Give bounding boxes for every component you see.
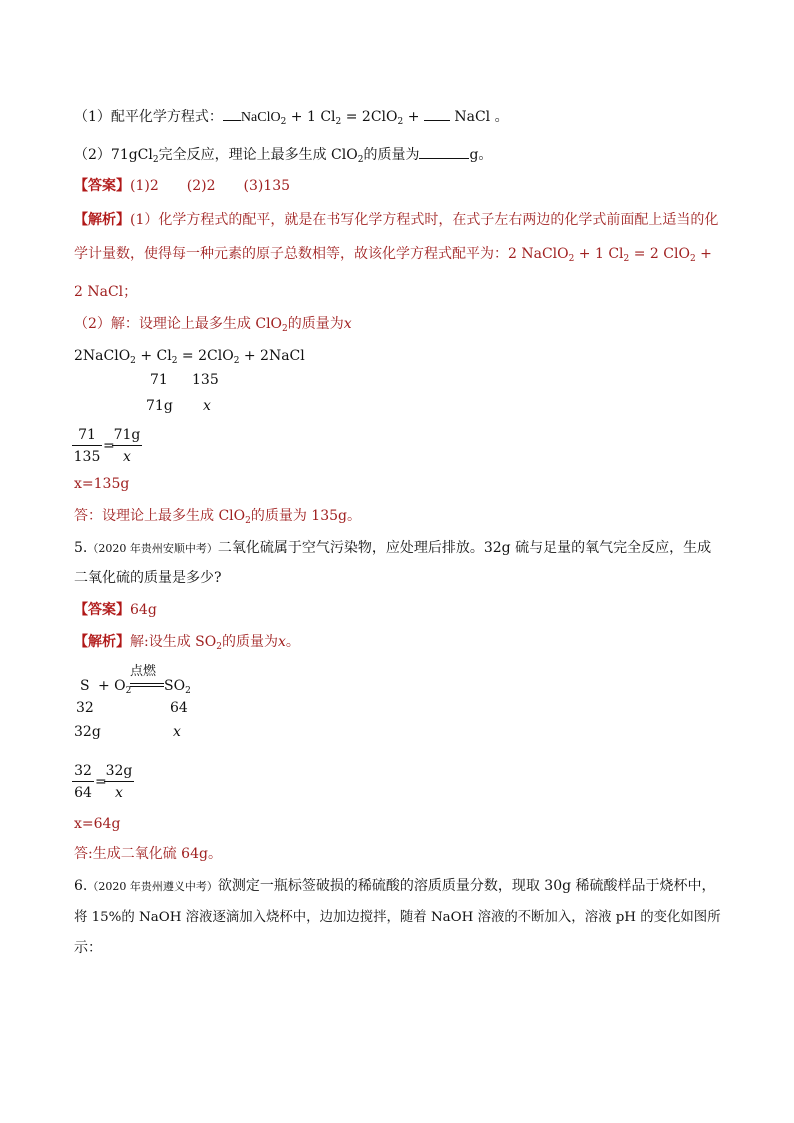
analysis-line-1 — [74, 210, 718, 230]
formula-clo2: = 2 ClO — [629, 246, 690, 262]
relative-mass-s: 32 — [76, 700, 94, 716]
question-text: 二氧化硫属于空气污染物，应处理后排放。32g 硫与足量的氧气完全反应，生成 — [217, 540, 712, 556]
question-source: （2020 年贵州遵义中考） — [87, 880, 218, 893]
question-text: 的质量为 — [363, 147, 420, 163]
fraction-denominator: 135 — [73, 449, 101, 465]
subscript: 2 — [689, 254, 696, 264]
conclusion-text: 的质量为 135g。 — [250, 508, 361, 524]
analysis-line-3 — [74, 282, 137, 302]
fraction-bar — [104, 781, 134, 782]
answer-tag: 【答案】 — [74, 602, 130, 618]
answer-blank-1[interactable] — [223, 106, 241, 121]
equals-sign: = — [345, 109, 358, 125]
question-label: （1）配平化学方程式： — [74, 109, 223, 125]
subscript: 2 — [623, 254, 630, 264]
answer-text: (1)2 (2)2 (3)135 — [130, 178, 291, 194]
answer-block-1 — [74, 176, 290, 196]
analysis-text: 2 NaCl； — [74, 284, 138, 300]
analysis-text: (1）化学方程式的配平，就是在书写化学方程式时，在式子左右两边的化学式前面配上适当的化 — [130, 212, 719, 228]
analysis-text: 学计量数，使得每一种元素的原子总数相等，故该化学方程式配平为： — [74, 246, 508, 262]
subscript: 2 — [568, 254, 575, 264]
subscript: 2 — [335, 117, 342, 127]
fraction-bar — [112, 445, 142, 446]
unknown-mass-so2: x — [173, 724, 181, 740]
formula-text: + O — [98, 678, 126, 694]
plus-sign: + — [290, 109, 303, 125]
analysis-line-4 — [74, 314, 352, 339]
answer-tag: 【答案】 — [74, 178, 130, 194]
subscript: 2 — [233, 356, 240, 366]
formula-s: S — [80, 678, 90, 694]
fraction-numerator: 32g — [105, 763, 133, 779]
fraction-denominator: 64 — [74, 785, 92, 801]
relative-mass-cl2: 71 — [150, 372, 168, 388]
formula-text: + 2NaCl — [239, 348, 305, 364]
subscript: 2 — [397, 117, 404, 127]
actual-mass-cl2: 71g — [146, 398, 173, 414]
conclusion-text: 答：设理论上最多生成 ClO — [74, 508, 246, 524]
subscript: 2 — [280, 117, 287, 127]
subscript: 2 — [357, 155, 364, 165]
question-6-line-2: 将 15%的 NaOH 溶液逐滴加入烧杯中，边加边搅拌，随着 NaOH 溶液的不断加入，溶液 pH 的变化如图所 — [74, 910, 721, 925]
question-text: 欲测定一瓶标签破损的稀硫酸的溶质质量分数，现取 30g 稀硫酸样品于烧杯中， — [217, 878, 716, 894]
subscript: 2 — [185, 686, 191, 696]
question-balance-equation — [74, 106, 509, 132]
formula-text: + Cl — [135, 348, 172, 364]
relative-mass-so2: 64 — [170, 700, 188, 716]
analysis-text: 的质量为 — [287, 316, 344, 332]
fraction-bar — [72, 781, 94, 782]
calc-conclusion-5: 答:生成二氧化硫 64g。 — [74, 846, 222, 862]
actual-mass-s: 32g — [74, 724, 101, 740]
subscript: 2 — [152, 155, 159, 165]
analysis-text: 。 — [285, 634, 300, 650]
analysis-text: 解:设生成 SO — [130, 634, 217, 650]
answer-text: 64g — [130, 602, 157, 618]
question-mass — [74, 144, 492, 170]
fraction-numerator: 71g — [113, 427, 141, 443]
calc-result-1: x=135g — [74, 476, 130, 492]
fraction-numerator: 71 — [78, 427, 96, 443]
fraction-bar — [72, 445, 102, 446]
calc-conclusion-1 — [74, 506, 361, 531]
formula-naclo2: NaClO — [240, 110, 281, 125]
answer-blank-3[interactable] — [419, 144, 469, 159]
unknown-mass-clo2: x — [203, 398, 211, 414]
equals-sign: = — [95, 774, 107, 790]
fraction-denominator: x — [115, 785, 123, 801]
equals-sign: = — [103, 438, 115, 454]
analysis-line-2 — [74, 244, 712, 269]
answer-blank-2[interactable] — [424, 106, 450, 121]
fraction-numerator: 32 — [74, 763, 92, 779]
formula-text: SO — [164, 678, 186, 694]
formula-o2 — [98, 676, 131, 701]
plus-sign: + — [407, 109, 420, 125]
question-text: g。 — [469, 147, 493, 163]
reaction-condition: 点燃 — [130, 664, 157, 679]
analysis-tag: 【解析】 — [74, 634, 130, 650]
question-5-line-2: 二氧化硫的质量是多少? — [74, 570, 222, 586]
period: 。 — [494, 109, 509, 125]
question-6-line-3: 示： — [74, 940, 102, 956]
plus-sign: + — [695, 246, 712, 262]
variable-x: x — [343, 316, 352, 332]
subscript: 2 — [216, 642, 222, 652]
calc-result-5: x=64g — [74, 816, 121, 832]
analysis-block-5 — [74, 632, 300, 657]
question-text: （2）71gCl — [74, 147, 153, 163]
analysis-tag: 【解析】 — [74, 212, 130, 228]
analysis-text: 的质量为 — [221, 634, 278, 650]
subscript: 2 — [171, 356, 178, 366]
subscript: 2 — [130, 356, 136, 366]
formula-clo2: ClO — [370, 109, 398, 125]
subscript: 2 — [245, 516, 251, 526]
question-6-line-1 — [74, 876, 716, 897]
coefficient-cl2: 1 — [306, 109, 316, 125]
variable-x: x — [277, 634, 286, 650]
formula-cl2: + 1 Cl — [574, 246, 624, 262]
answer-block-5 — [74, 600, 157, 620]
formula-nacl: NaCl — [454, 109, 491, 125]
formula-cl2: Cl — [320, 109, 336, 125]
question-text: 完全反应，理论上最多生成 ClO — [158, 147, 358, 163]
question-number: 6. — [74, 878, 88, 894]
formula-text: 2NaClO — [74, 348, 131, 364]
calc-equation-1 — [74, 346, 305, 371]
subscript: 2 — [125, 686, 132, 696]
analysis-text: （2）解：设理论上最多生成 ClO — [74, 316, 283, 332]
fraction-denominator: x — [123, 449, 131, 465]
coefficient-clo2: 2 — [361, 109, 371, 125]
subscript: 2 — [282, 324, 288, 334]
question-5-line-1 — [74, 538, 711, 559]
formula-text: = 2ClO — [177, 348, 234, 364]
question-number: 5. — [74, 540, 88, 556]
relative-mass-clo2: 135 — [192, 372, 219, 388]
formula-naclo2: 2 NaClO — [508, 246, 569, 262]
reaction-equals-arrow — [130, 683, 164, 687]
question-source: （2020 年贵州安顺中考） — [87, 542, 218, 555]
